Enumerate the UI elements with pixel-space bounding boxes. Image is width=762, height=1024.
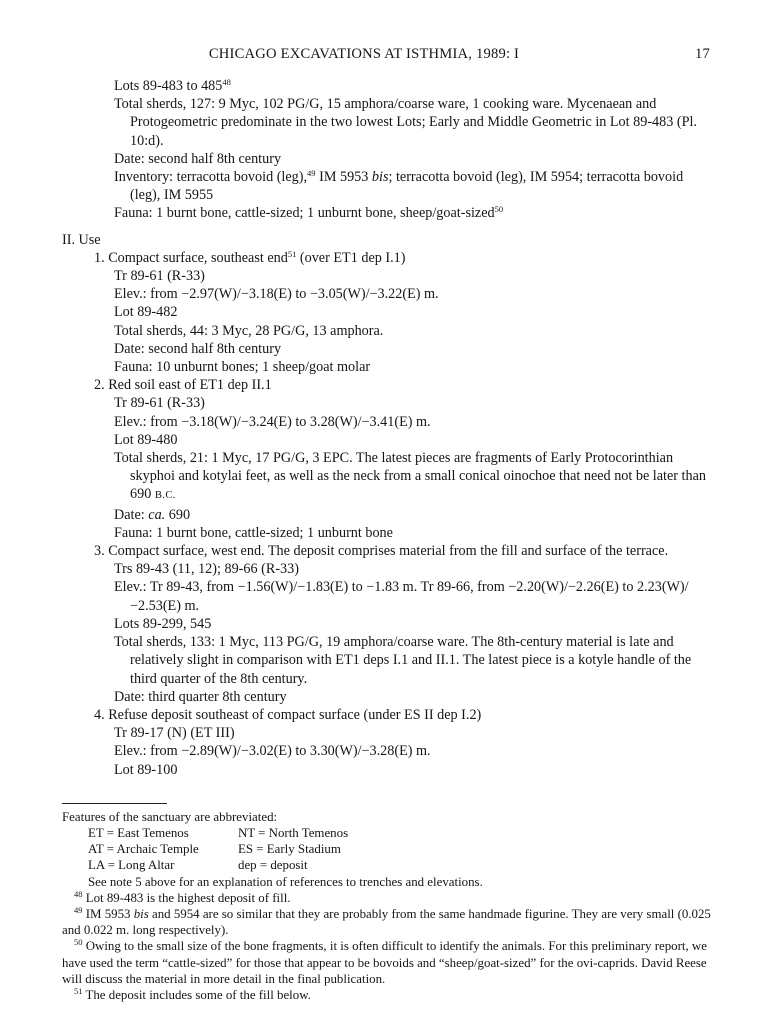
item1-sherds: Total sherds, 44: 3 Myc, 28 PG/G, 13 amphora. [114, 322, 384, 339]
lots-fauna: Fauna: 1 burnt bone, cattle-sized; 1 unburnt bone, sheep/goat-sized$^{50}$ [114, 204, 504, 222]
footnotes [62, 809, 712, 1003]
item4-heading: 4. Refuse deposit southeast of compact surface (under ES II dep I.2) [94, 706, 482, 723]
footnote-50: $^{50}$ Owing to the small size of the bone fragments, it is often difficult to identify the animals. For this preliminary report, we have used the term “cattle-sized” for those that appear to be bovoids and “sheep/goat-sized” for the ovi-caprids. David Reese will discuss the material in more detail in the final publication. [62, 937, 707, 986]
item1-trench: Tr 89-61 (R-33) [114, 268, 205, 285]
footnote-49: $^{49}$ IM 5953 bis and 5954 are so similar that they are probably from the same handmade figurine. They are very small (0.025 and 0.022 m. long respectively). [62, 904, 711, 938]
abbreviation-row: LA = Long Altar dep = deposit [88, 858, 308, 873]
item2-heading: 2. Red soil east of ET1 dep II.1 [94, 377, 272, 394]
footnote-see-note: See note 5 above for an explanation of references to trenches and elevations. [88, 874, 483, 889]
item2-trench: Tr 89-61 (R-33) [114, 395, 205, 412]
lots-date: Date: second half 8th century [114, 150, 282, 167]
item2-fauna: Fauna: 1 burnt bone, cattle-sized; 1 unburnt bone [114, 524, 393, 541]
item1-fauna: Fauna: 10 unburnt bones; 1 sheep/goat molar [114, 359, 371, 376]
item3-sherds: Total sherds, 133: 1 Myc, 113 PG/G, 19 amphora/coarse ware. The 8th-century material is late and relatively slight in comparison with ET1 deps I.1 and II.1. The latest piece is a kotyle handle of the third quarter of the 8th century. [114, 634, 692, 687]
item3-lots: Lots 89-299, 545 [114, 615, 212, 632]
abbreviation-table [62, 825, 712, 874]
lots-line: Lots 89-483 to $485^{48}$ [114, 77, 231, 94]
item4-elevation: Elev.: from −2.89(W)/−3.02(E) to 3.30(W)/−3.28(E) m. [114, 743, 431, 760]
item4-lot: Lot 89-100 [114, 761, 178, 778]
main-text [62, 77, 712, 779]
footnote-ref-49[interactable]: 49 [307, 168, 316, 179]
abbreviation-row: AT = Archaic Temple ES = Early Stadium [88, 842, 341, 857]
section-heading: II. Use [62, 231, 101, 248]
item2-elevation: Elev.: from −3.18(W)/−3.24(E) to 3.28(W)/−3.41(E) m. [114, 413, 431, 430]
running-title: CHICAGO EXCAVATIONS AT ISTHMIA, 1989: I [208, 46, 520, 62]
page [62, 46, 712, 1003]
lots-inventory: Inventory: terracotta bovoid (leg),$^{49}$ IM 5953 bis; terracotta bovoid (leg), IM 5954; terracotta bovoid (leg), IM 5955 [114, 168, 684, 204]
lots-sherds: Total sherds, 127: 9 Myc, 102 PG/G, 15 amphora/coarse ware, 1 cooking ware. Mycenaean and Protogeometric predominate in the two lowest Lots; Early and Middle Geometric in Lot 89-483 (Pl. 10:d). [114, 96, 697, 149]
footnote-rule [62, 803, 167, 804]
footnote-48: $^{48}$ Lot 89-483 is the highest deposit of fill. [74, 888, 291, 905]
footnote-abbreviations-intro: Features of the sanctuary are abbreviated: [62, 809, 278, 824]
running-header [62, 46, 712, 68]
item4-trench: Tr 89-17 (N) (ET III) [114, 725, 235, 742]
page-number: 17 [695, 46, 710, 62]
item3-date: Date: third quarter 8th century [114, 688, 287, 705]
item1-date: Date: second half 8th century [114, 340, 282, 357]
footnote-ref-51[interactable]: 51 [287, 248, 297, 259]
item2-sherds: Total sherds, 21: 1 Myc, 17 PG/G, 3 EPC. The latest pieces are fragments of Early Protocorinthian skyphoi and kotylai feet, as well as the neck from a small conical oinochoe that need not be later than 690 B.C. [114, 450, 706, 503]
abbreviation-row: ET = East Temenos NT = North Temenos [88, 825, 349, 840]
item1-heading: 1. Compact surface, southeast end$^{51}$ (over ET1 dep I.1) [94, 248, 406, 266]
item2-lot: Lot 89-480 [114, 431, 178, 448]
item2-date: Date: ca. 690 [114, 506, 191, 523]
item1-lot: Lot 89-482 [114, 304, 178, 321]
footnote-51: $^{51}$ The deposit includes some of the fill below. [74, 985, 311, 1002]
item1-elevation: Elev.: from −2.97(W)/−3.18(E) to −3.05(W)/−3.22(E) m. [114, 286, 439, 303]
footnote-ref-48[interactable]: 48 [222, 77, 231, 87]
item3-heading: 3. Compact surface, west end. The deposit comprises material from the fill and surface of the terrace. [94, 543, 669, 560]
item3-trenches: Trs 89-43 (11, 12); 89-66 (R-33) [114, 561, 299, 578]
footnote-ref-50[interactable]: 50 [494, 204, 504, 215]
item3-elevation: Elev.: Tr 89-43, from −1.56(W)/−1.83(E) to −1.83 m. Tr 89-66, from −2.20(W)/−2.26(E) to 2.23(W)/−2.53(E) m. [114, 579, 689, 614]
